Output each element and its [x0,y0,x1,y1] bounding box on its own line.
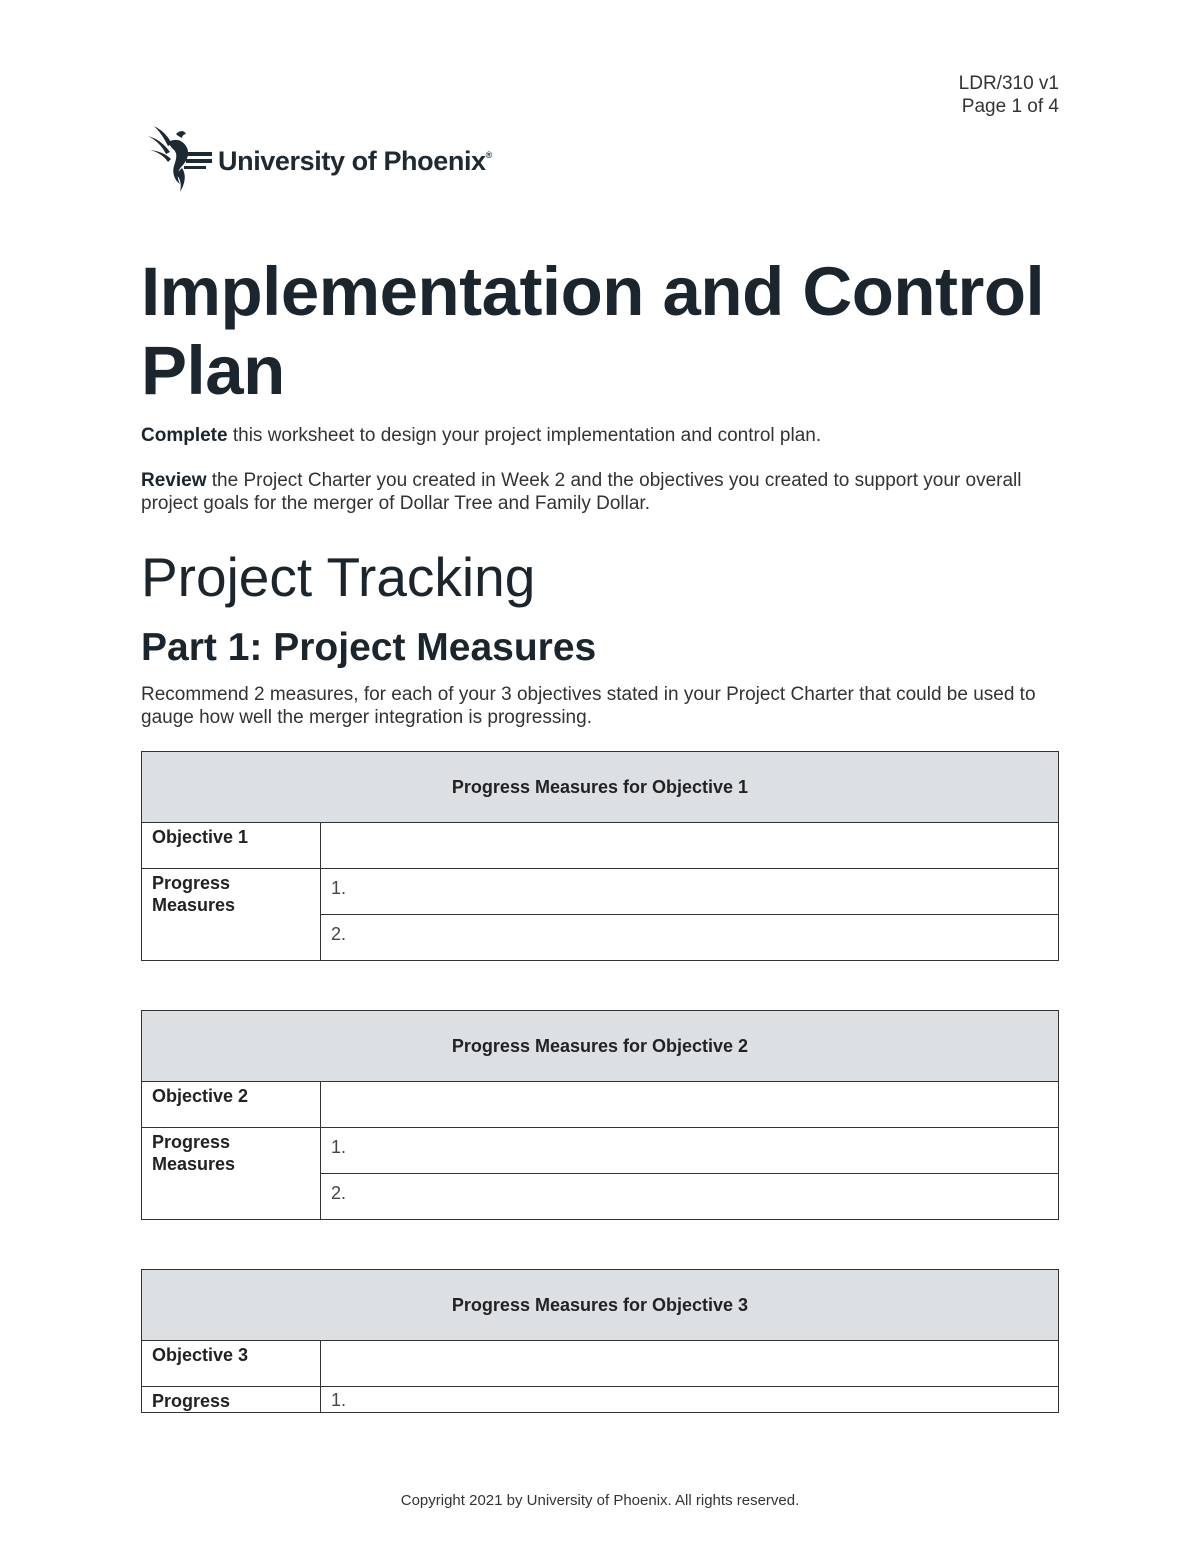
intro-complete [141,424,1071,447]
review-keyword: Review [141,470,207,491]
section-heading: Project Tracking [141,546,536,608]
measures-label: Progress [142,1387,321,1413]
table-header: Progress Measures for Objective 2 [142,1011,1059,1082]
phoenix-bird-icon [146,122,212,196]
complete-text: this worksheet to design your project implementation and control plan. [227,425,822,446]
measure-field[interactable]: 1. [321,1128,1059,1174]
logo-wordmark-text: University of Phoenix [218,145,486,176]
measure-field[interactable]: 1. [321,869,1059,915]
university-logo [146,122,492,196]
measure-field[interactable]: 2. [321,915,1059,961]
measures-label: Progress Measures [142,1128,321,1220]
course-code: LDR/310 v1 [958,73,1059,94]
intro-review [141,469,1071,515]
measures-label: Progress Measures [142,869,321,961]
review-text: the Project Charter you created in Week 2 and the objectives you created to support your overall project goals for the merger of Dollar Tree and Family Dollar. [141,470,1022,514]
copyright-footer: Copyright 2021 by University of Phoenix. All rights reserved. [400,1492,800,1509]
measure-field[interactable]: 1. [321,1387,1059,1413]
document-title: Implementation and Control Plan [141,253,1045,409]
objective-label: Objective 2 [142,1082,321,1128]
complete-keyword: Complete [141,425,228,446]
objective-2-table [141,1010,1059,1220]
table-header: Progress Measures for Objective 3 [142,1270,1059,1341]
objective-1-table [141,751,1059,961]
objective-field[interactable] [321,1082,1059,1128]
document-header [959,72,1059,118]
objective-field[interactable] [321,823,1059,869]
objective-label: Objective 3 [142,1341,321,1387]
objective-field[interactable] [321,1341,1059,1387]
part-instructions: Recommend 2 measures, for each of your 3 objectives stated in your Project Charter that could be used to gauge how well the merger integration is progressing. [141,684,1036,728]
objective-3-table [141,1269,1059,1413]
table-header: Progress Measures for Objective 1 [142,752,1059,823]
page-number: Page 1 of 4 [961,96,1059,117]
registered-mark: ® [485,149,492,160]
logo-wordmark [218,146,492,177]
objective-label: Objective 1 [142,823,321,869]
part-heading: Part 1: Project Measures [141,626,597,669]
measure-field[interactable]: 2. [321,1174,1059,1220]
